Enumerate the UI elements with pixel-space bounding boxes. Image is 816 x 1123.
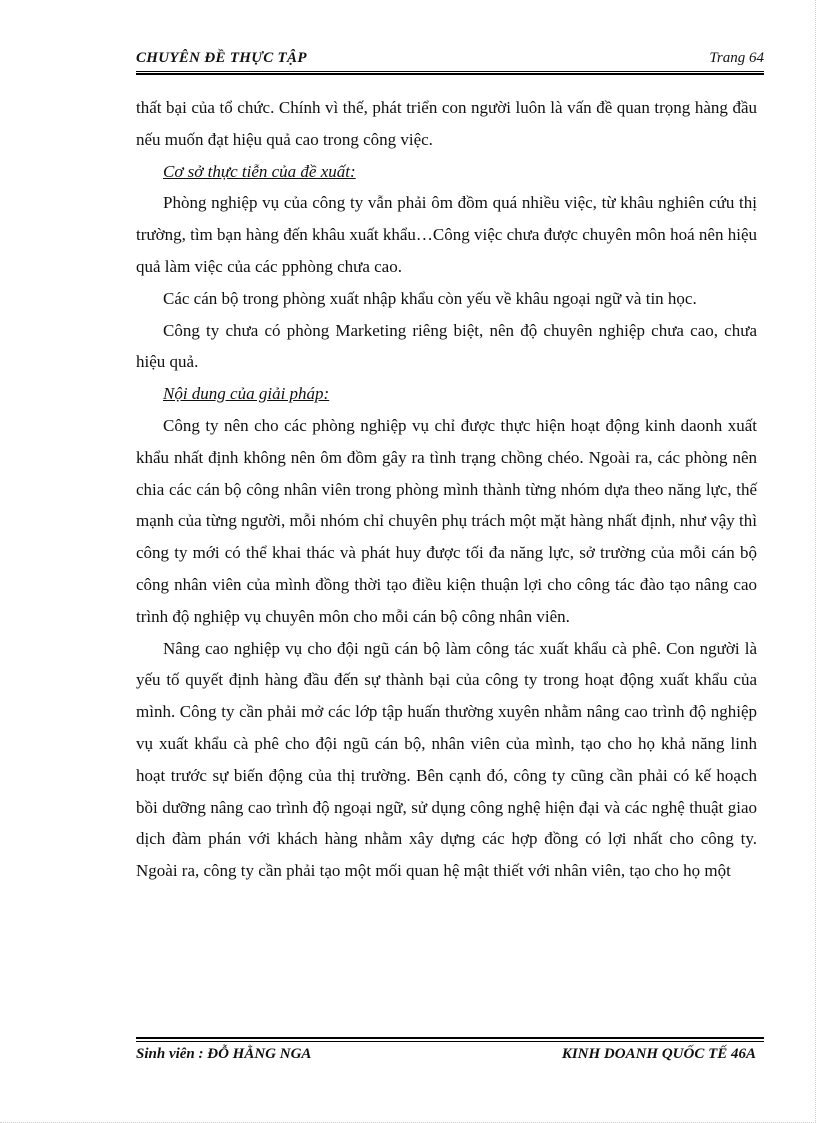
page-footer (136, 1046, 756, 1068)
document-body (136, 92, 757, 887)
major-name: KINH DOANH QUỐC TẾ 46A (561, 1046, 756, 1062)
section-heading-practical-basis: Cơ sở thực tiễn của đề xuất: (163, 161, 356, 181)
paragraph-continued: thất bại của tổ chức. Chính vì thế, phát triển con người luôn là vấn đề quan trọng hàng đầu nếu muốn đạt hiệu quả cao trong công việc. (136, 98, 757, 149)
student-name: Sinh viên : ĐỖ HẰNG NGA (136, 1046, 312, 1062)
page-number: Trang 64 (709, 50, 764, 66)
footer-rule (136, 1037, 764, 1042)
paragraph-department-specialization: Công ty nên cho các phòng nghiệp vụ chỉ được thực hiện hoạt động kinh daonh xuất khẩu nhất định không nên ôm đồm gây ra tình trạng chồng chéo. Ngoài ra, các phòng nên chia các cán bộ công nhân viên trong phòng mình thành từng nhóm dựa theo năng lực, thế mạnh của từng người, mỗi nhóm chỉ chuyên phụ trách một mặt hàng nhất định, như vậy thì công ty mới có thể khai thác và phát huy được tối đa năng lực, sở trường của mỗi cán bộ công nhân viên của mình đồng thời tạo điều kiện thuận lợi cho công tác đào tạo nâng cao trình độ nghiệp vụ chuyên môn cho mỗi cán bộ công nhân viên. (136, 415, 757, 626)
page-header (136, 48, 764, 70)
paragraph-marketing: Công ty chưa có phòng Marketing riêng biệt, nên độ chuyên nghiệp chưa cao, chưa hiệu quả. (136, 320, 757, 372)
document-title: CHUYÊN ĐỀ THỰC TẬP (136, 50, 307, 66)
section-heading-solution-content: Nội dung của giải pháp: (163, 384, 330, 404)
paragraph-staff-training: Nâng cao nghiệp vụ cho đội ngũ cán bộ làm công tác xuất khẩu cà phê. Con người là yếu tố quyết định hàng đầu đến sự thành bại của công ty trong hoạt động xuất khẩu của mình. Công ty cần phải mở các lớp tập huấn thường xuyên nhằm nâng cao trình độ nghiệp vụ xuất khẩu cà phê cho đội ngũ cán bộ, nhân viên của mình, tạo cho họ khả năng linh hoạt trước sự biến động của thị trường. Bên cạnh đó, công ty cũng cần phải có kế hoạch bồi dưỡng nâng cao trình độ ngoại ngữ, sử dụng công nghệ hiện đại và các nghệ thuật giao dịch đàm phán với khách hàng nhằm xây dựng các hợp đồng có lợi nhất cho công ty. Ngoài ra, công ty cần phải tạo một mối quan hệ mật thiết với nhân viên, tạo cho họ một (136, 638, 757, 881)
header-rule (136, 71, 764, 75)
paragraph-staff-skills: Các cán bộ trong phòng xuất nhập khẩu còn yếu về khâu ngoại ngữ và tin học. (163, 288, 697, 308)
paragraph-business-department: Phòng nghiệp vụ của công ty vẫn phải ôm đồm quá nhiều việc, từ khâu nghiên cứu thị trường, tìm bạn hàng đến khâu xuất khẩu…Công việc chưa được chuyên môn hoá nên hiệu quả làm việc của các pphòng chưa cao. (136, 193, 757, 276)
